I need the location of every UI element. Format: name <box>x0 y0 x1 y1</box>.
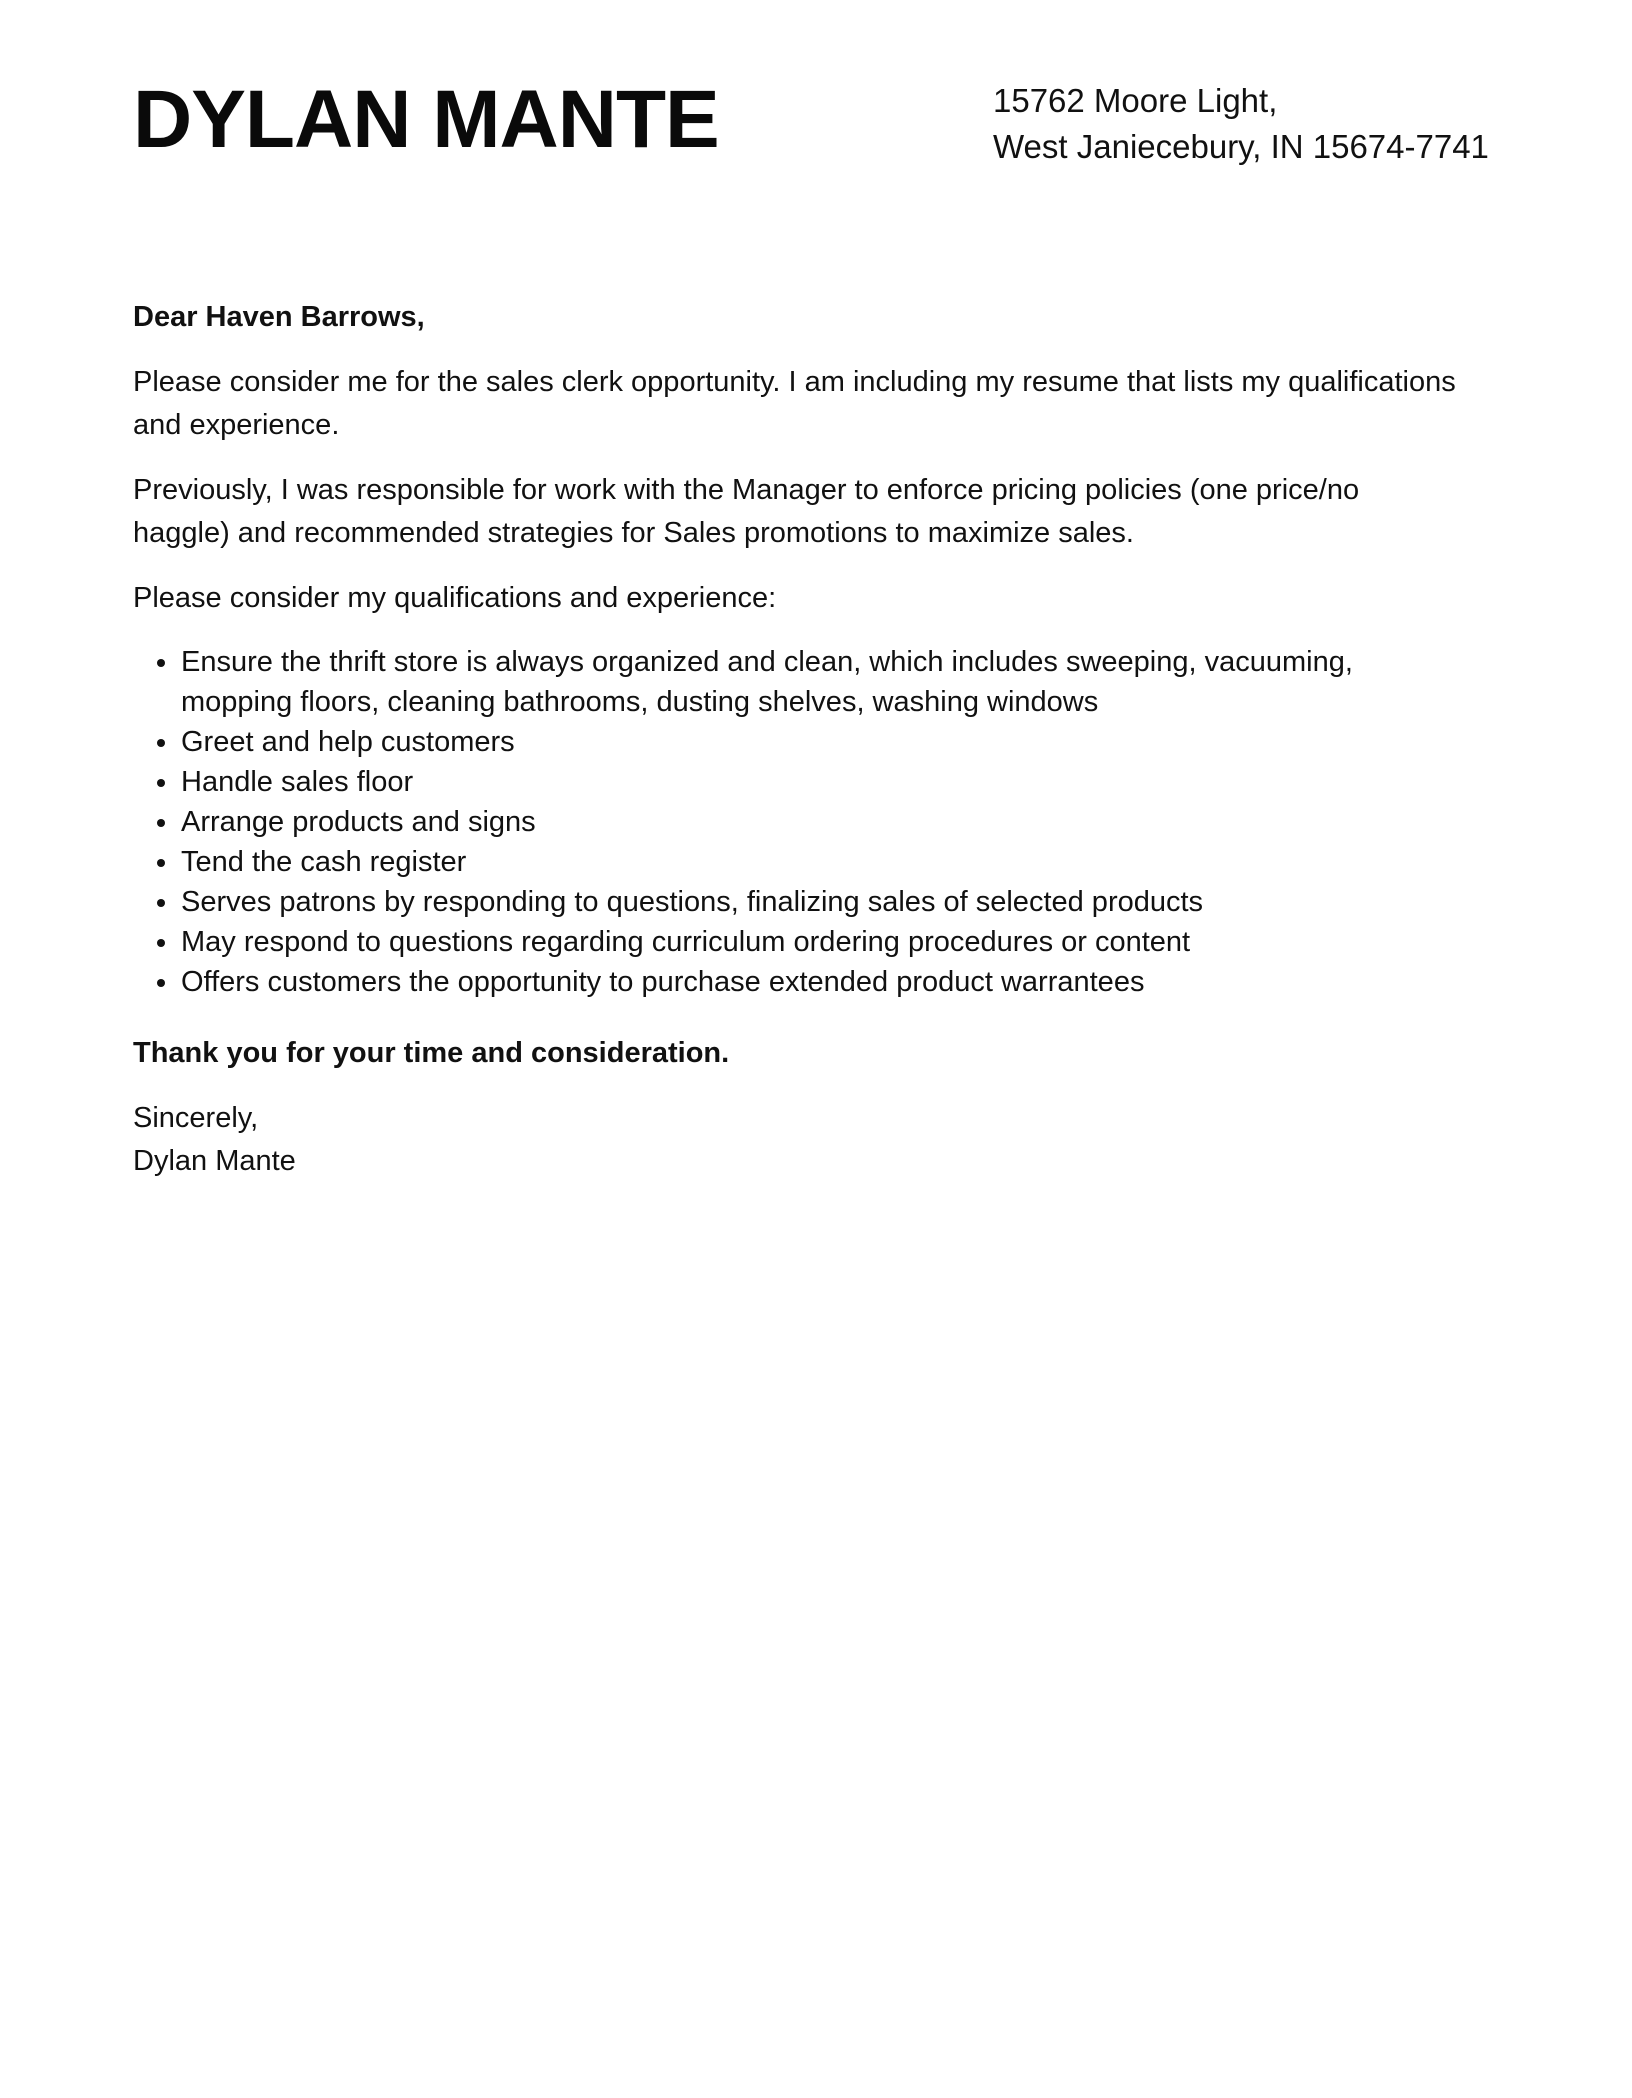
signoff-word: Sincerely, <box>133 1102 259 1134</box>
qualifications-list <box>133 642 1463 1002</box>
letter-header <box>133 70 1499 190</box>
qualifications-intro: Please consider my qualifications and experience: <box>133 582 777 614</box>
experience-paragraph: Previously, I was responsible for work with the Manager to enforce pricing policies (one price/no haggle) and recommended strategies for Sales promotions to maximize sales. <box>133 474 1360 549</box>
list-item: Arrange products and signs <box>133 802 1463 842</box>
address-line-2: West Janiecebury, IN 15674-7741 <box>993 128 1489 165</box>
list-item: Handle sales floor <box>133 762 1463 802</box>
list-item: Serves patrons by responding to questions, finalizing sales of selected products <box>133 882 1463 922</box>
list-item: Offers customers the opportunity to purchase extended product warrantees <box>133 962 1463 1002</box>
list-item: Greet and help customers <box>133 722 1463 762</box>
applicant-address <box>993 78 1489 170</box>
address-line-1: 15762 Moore Light, <box>993 82 1278 119</box>
list-item: May respond to questions regarding curriculum ordering procedures or content <box>133 922 1463 962</box>
list-item: Tend the cash register <box>133 842 1463 882</box>
letter-body <box>133 296 1463 1183</box>
closing-line: Thank you for your time and consideration. <box>133 1037 730 1069</box>
applicant-name: DYLAN MANTE <box>133 74 719 165</box>
signoff-block <box>133 1097 1463 1183</box>
list-item: Ensure the thrift store is always organized and clean, which includes sweeping, vacuuming, mopping floors, cleaning bathrooms, dusting shelves, washing windows <box>133 642 1463 722</box>
intro-paragraph: Please consider me for the sales clerk opportunity. I am including my resume that lists my qualifications and experience. <box>133 366 1456 441</box>
salutation: Dear Haven Barrows, <box>133 301 425 333</box>
signature-name: Dylan Mante <box>133 1145 296 1177</box>
